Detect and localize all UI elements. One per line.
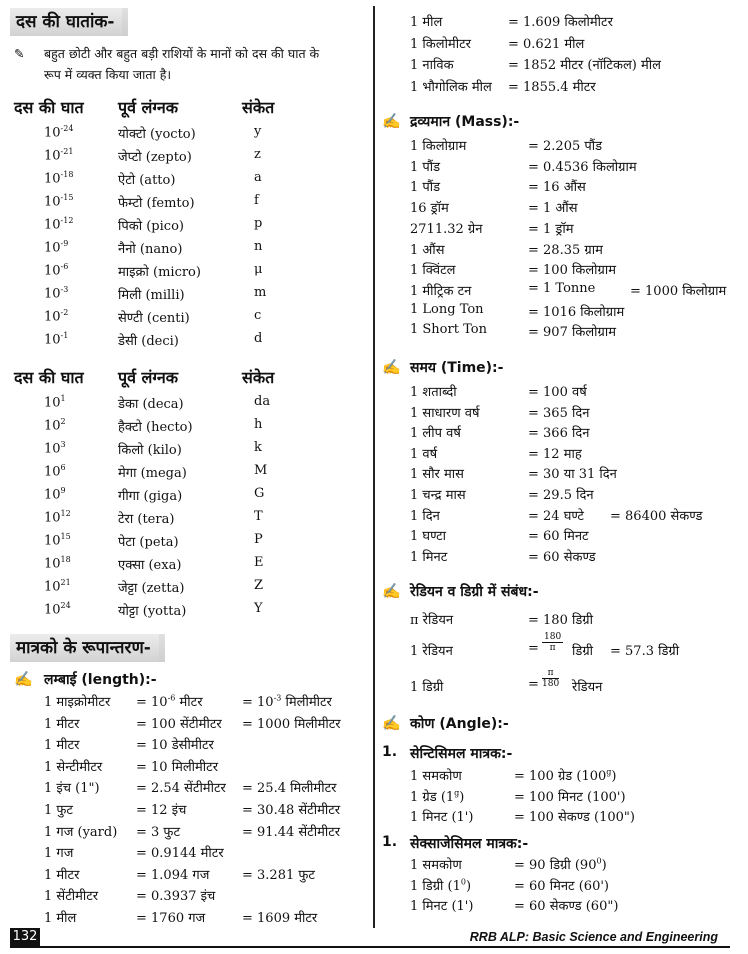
intro-line-2: रूप में व्यक्त किया जाता है। [44,67,172,82]
conversion-row [0,714,370,734]
superscript: 0 [460,877,466,887]
unit-from: 1 शताब्दी [410,385,457,400]
pencil-bullet-icon: ✎ [14,46,25,61]
unit-equals-alt: = 3.281 फुट [242,867,315,883]
prefix-symbol: d [254,331,263,346]
unit-from: 1 Short Ton [410,322,487,338]
prefix-symbol: P [254,532,263,547]
table-row [0,308,360,328]
unit-from: 1 मिनट [410,549,448,565]
prefix-name: माइक्रो (micro) [118,265,201,280]
prefix-name: जेप्टो (zepto) [118,150,192,165]
unit-equals: = 16 औंस [528,180,586,196]
prefix-name: फेम्टो (femto) [118,196,195,211]
unit-equals: = 60 मिनट [528,529,589,545]
unit-equals-alt: = 1609 मीटर [242,911,318,926]
power-of-ten: $10^{24}$ [44,601,71,618]
conversion-row [378,12,746,32]
unit-equals: = 1760 गज [136,911,206,926]
table-row [0,555,360,575]
conversion-row [378,787,746,807]
unit-equals-alt: = 86400 सेकण्ड [610,508,703,524]
unit-equals: = 100 किलोग्राम [528,263,616,279]
prefix-name: ऐटो (atto) [118,173,176,188]
unit-equals: = 1.094 गज [136,867,210,883]
unit-from: 1 सेंटीमीटर [44,889,99,905]
unit-from: 1 नाविक [410,58,454,73]
centesimal-heading: सेन्टिसिमल मात्रक:- [410,746,513,762]
unit-equals: = 30 या 31 दिन [528,467,617,483]
prefix-symbol: a [254,170,262,185]
unit-equals: = 1 औंस [528,201,578,217]
prefix-name: नैनो (nano) [118,242,183,257]
unit-from: 1 समकोण [410,858,462,873]
unit-from: 1 मीटर [44,867,80,883]
superscript: 15 [60,532,71,541]
prefix-symbol: G [254,486,265,501]
prefix-name: हैक्टो (hecto) [118,420,193,435]
unit-from: 1 किलोग्राम [410,139,467,154]
unit-equals: = $10^{-6}$ मीटर [136,693,203,710]
prefix-name: योट्टा (yotta) [118,604,187,619]
unit-equals: = 1.609 किलोमीटर [508,15,613,30]
radian-row-label: 1 रेडियन [410,644,453,659]
superscript: -6 [167,693,176,703]
unit-equals: = 0.9144 मीटर [136,846,224,862]
table-header: संकेत [242,368,275,387]
unit-from: 1 गज [44,846,74,862]
unit-equals: = 100 वर्ष [528,385,587,400]
table-row [0,509,360,529]
power-of-ten: $10^{12}$ [44,509,71,526]
power-of-ten: $10^{-18}$ [44,170,74,187]
conversion-row [0,865,370,885]
power-of-ten: $10^{-24}$ [44,124,74,141]
prefix-symbol: y [254,124,262,139]
unit-equals: = 24 घण्टे [528,508,584,524]
table-header: दस की घात [14,98,84,117]
fraction: $\frac{\pi}{180}$ [542,668,560,689]
unit-from: 1 ग्रेड (1$^g$) [410,788,465,805]
prefix-symbol: n [254,239,263,254]
unit-equals: = 10 डेसीमीटर [136,738,214,754]
hand-icon: ✍ [14,670,33,688]
superscript: 12 [60,509,71,518]
radian-row-value: = 57.3 डिग्री [610,644,680,659]
conversion-row [378,34,746,54]
conversion-row [0,843,370,863]
unit-equals: = 1 ड्रॉम [528,221,574,237]
superscript: -6 [60,262,69,271]
power-of-ten: $10^6$ [44,463,66,480]
superscript: 21 [60,578,71,587]
length-heading: लम्बाई (length):- [44,672,157,688]
angle-heading: कोण (Angle):- [410,716,509,732]
superscript: 24 [60,601,71,610]
conversion-row [378,240,746,260]
conversion-row [378,807,746,827]
radian-row-value: = 180 डिग्री [528,613,593,628]
unit-equals-alt: = 30.48 सेंटीमीटर [242,803,341,818]
unit-equals: = 1852 मीटर (नॉटिकल) मील [508,58,661,73]
superscript: -9 [60,239,69,248]
conversion-row [378,485,746,505]
superscript: g [606,767,612,777]
conversion-row [378,136,746,156]
superscript: -15 [60,193,74,202]
unit-from: 1 किलोमीटर [410,36,471,52]
book-title: RRB ALP: Basic Science and Engineering [469,930,718,944]
unit-from: 1 मील [44,911,77,926]
unit-equals: = 1 Tonne [528,280,596,296]
power-of-ten: $10^{18}$ [44,555,71,572]
table-row [0,486,360,506]
conversion-row [378,382,746,402]
prefix-name: किलो (kilo) [118,443,182,458]
unit-equals-alt: = 1000 मिलीमीटर [242,716,341,732]
intro-line-1: बहुत छोटी और बहुत बड़ी राशियों के मानों को दस की घात के [44,46,320,61]
superscript: -1 [60,331,69,340]
power-of-ten: $10^{-1}$ [44,331,69,348]
superscript: -12 [60,216,74,225]
superscript: 6 [60,463,66,472]
unit-from: 1 डिग्री $(1^0)$ [410,877,472,894]
table-row [0,417,360,437]
table-row [0,285,360,305]
unit-equals: = 29.5 दिन [528,488,594,503]
prefix-symbol: Z [254,578,264,593]
prefix-name: गीगा (giga) [118,489,183,504]
prefix-name: डेसी (deci) [118,334,179,349]
unit-equals: = 90 डिग्री $(90^0)$ [514,856,607,873]
prefix-symbol: k [254,440,262,455]
unit-from: 1 क्विंटल [410,263,456,279]
conversion-row [378,177,746,197]
unit-from: 1 सेन्टीमीटर [44,759,103,775]
page-number: 132 [10,928,40,946]
prefix-symbol: da [254,394,271,409]
sexagesimal-heading: सेक्साजेसिमल मात्रक:- [410,836,529,852]
table-row [0,463,360,483]
conversion-row [378,281,746,301]
prefix-name: टेरा (tera) [118,512,175,527]
conversion-row [0,735,370,755]
time-heading: समय (Time):- [410,360,504,376]
unit-equals: = 1855.4 मीटर [508,79,596,95]
unit-from: 1 मिनट (1') [410,810,474,825]
prefix-symbol: Y [254,601,263,616]
unit-equals: = 365 दिन [528,405,590,421]
unit-equals: = 28.35 ग्राम [528,242,603,258]
prefix-symbol: μ [254,262,263,277]
conversion-row [378,423,746,443]
power-of-ten: $10^2$ [44,417,66,434]
prefix-symbol: c [254,308,262,323]
table-row [0,170,360,190]
superscript: 3 [60,440,66,449]
power-of-ten: $10^{-15}$ [44,193,74,210]
superscript: 9 [60,486,66,495]
superscript: -2 [60,308,69,317]
unit-equals: = 0.4536 किलोग्राम [528,159,637,175]
conversion-row [378,322,746,342]
unit-equals: = 60 मिनट (60') [514,878,609,894]
conversion-row [378,855,746,875]
prefix-symbol: f [254,193,259,208]
unit-equals-alt: = 1000 किलोग्राम [630,283,727,299]
unit-from: 1 दिन [410,508,440,524]
power-of-ten: $10^{15}$ [44,532,71,549]
conversion-row [0,692,370,712]
radian-degree-row: 1 रेडियन = $\frac{180}{\pi}$ डिग्री = 57.3 डिग्री [410,632,680,659]
prefix-name: मिली (milli) [118,288,185,303]
conversion-row [378,547,746,567]
hand-icon: ✍ [382,112,401,130]
unit-from: 2711.32 ग्रेन [410,221,483,237]
table-row [0,331,360,351]
conversion-row [378,506,746,526]
unit-from: 1 मीट्रिक टन [410,283,472,299]
conversion-row [0,757,370,777]
unit-equals: = 0.621 मील [508,36,585,52]
radian-row-label: 1 डिग्री [410,680,444,695]
table-header: दस की घात [14,368,84,387]
superscript: -3 [273,693,282,703]
mass-heading: द्रव्यमान (Mass):- [410,114,520,130]
prefix-symbol: m [254,285,267,300]
table-row [0,193,360,213]
unit-from: 1 फुट [44,803,73,818]
unit-from: 1 पौंड [410,159,441,175]
unit-from: 1 मीटर [44,716,80,732]
power-of-ten: $10^9$ [44,486,66,503]
conversion-row [378,302,746,322]
superscript: -24 [60,124,74,133]
unit-from: 1 मिनट (1') [410,899,474,914]
hand-icon: ✍ [382,582,401,600]
table-row [0,239,360,259]
unit-equals: = 2.205 पौंड [528,139,603,154]
power-of-ten: $10^{-12}$ [44,216,74,233]
unit-equals: = 12 माह [528,446,582,462]
power-of-ten: $10^{-6}$ [44,262,69,279]
unit-from: 1 मील [410,15,443,30]
unit-from: 1 Long Ton [410,301,484,317]
table-row [0,578,360,598]
table-row [0,147,360,167]
conversion-row [0,822,370,842]
conversion-row [378,219,746,239]
power-of-ten: $10^{-3}$ [44,285,69,302]
unit-from: 1 सौर मास [410,467,464,483]
unit-equals: = 100 ग्रेड (100$^g$) [514,767,617,784]
prefix-name: डेका (deca) [118,397,184,412]
unit-from: 1 घण्टा [410,529,447,545]
power-of-ten: $10^{-9}$ [44,239,69,256]
fraction: $\frac{180}{\pi}$ [544,632,562,653]
table-row [0,440,360,460]
unit-from: 1 वर्ष [410,446,438,462]
prefix-name: एक्सा (exa) [118,558,182,573]
unit-equals: = 366 दिन [528,426,590,442]
conversion-row [378,55,746,75]
unit-from: 1 गज (yard) [44,824,118,840]
power-of-ten: $10^{-2}$ [44,308,69,325]
prefix-name: जेट्टा (zetta) [118,581,185,596]
hand-icon: ✍ [382,714,401,732]
superscript: -18 [60,170,74,179]
prefix-name: योक्टो (yocto) [118,127,196,142]
prefix-symbol: p [254,216,263,231]
conversion-row [378,260,746,280]
prefix-symbol: T [254,509,263,524]
conversion-row [378,444,746,464]
prefix-name: पिको (pico) [118,219,184,234]
unit-from: 1 समकोण [410,769,462,784]
conversion-row [378,766,746,786]
unit-equals: = 100 सेंटीमीटर [136,716,222,732]
unit-from: 1 औंस [410,242,445,258]
prefix-symbol: E [254,555,264,570]
prefix-name: पेटा (peta) [118,535,179,550]
conversion-row [0,886,370,906]
power-of-ten: $10^3$ [44,440,66,457]
table-row [0,124,360,144]
unit-equals: = 907 किलोग्राम [528,325,616,341]
unit-equals: = 60 सेकण्ड (60") [514,899,619,914]
table-row [0,601,360,621]
unit-from: 1 इंच (1") [44,781,100,797]
unit-from: 1 लीप वर्ष [410,426,461,442]
superscript: -3 [60,285,69,294]
unit-equals: = 12 इंच [136,803,187,818]
conversion-row [378,526,746,546]
superscript: 1 [60,394,66,403]
footer-rule [10,946,730,948]
table-header: पूर्व लंग्नक [118,98,179,117]
prefix-name: सेण्टी (centi) [118,311,190,326]
superscript: 0 [596,856,602,866]
prefix-symbol: z [254,147,261,162]
table-row [0,216,360,236]
table-header: पूर्व लंग्नक [118,368,179,387]
table-row [0,532,360,552]
conversion-row [0,908,370,928]
unit-from: 1 भौगोलिक मील [410,79,492,95]
powers-heading: दस की घातांक- [10,8,122,36]
unit-equals: = 60 सेकण्ड [528,549,596,565]
conversion-row [378,403,746,423]
unit-from: 16 ड्रॉम [410,201,449,217]
superscript: 18 [60,555,71,564]
conversion-row [0,800,370,820]
unit-equals: = 3 फुट [136,824,181,840]
table-row [0,262,360,282]
conversion-row [378,157,746,177]
unit-equals: = 1016 किलोग्राम [528,304,625,320]
radian-row [410,610,740,628]
unit-from: 1 पौंड [410,180,441,196]
unit-from: 1 मीटर [44,738,80,754]
unit-from: 1 चन्द्र मास [410,488,466,503]
conversion-row [378,77,746,97]
prefix-name: मेगा (mega) [118,466,187,481]
unit-from: 1 माइक्रोमीटर [44,695,111,710]
power-of-ten: $10^1$ [44,394,66,411]
unit-equals-alt: = 25.4 मिलीमीटर [242,781,337,797]
conversion-row [378,876,746,896]
unit-equals: = 2.54 सेंटीमीटर [136,781,226,797]
unit-equals: = 100 मिनट (100') [514,789,626,805]
hand-icon: ✍ [382,358,401,376]
unit-equals: = 0.3937 इंच [136,889,216,905]
prefix-symbol: M [254,463,268,478]
superscript: -21 [60,147,74,156]
table-row [0,394,360,414]
prefix-symbol: h [254,417,263,432]
table-header: संकेत [242,98,275,117]
unit-equals: = 100 सेकण्ड (100") [514,810,635,825]
unit-equals-alt: = 91.44 सेंटीमीटर [242,824,341,840]
radian-row-label: π रेडियन [410,613,454,628]
unit-from: 1 साधारण वर्ष [410,405,480,421]
column-divider [373,6,375,928]
conversion-row [378,464,746,484]
radian-heading: रेडियन व डिग्री में संबंध:- [410,584,539,600]
degree-radian-row: 1 डिग्री = $\frac{\pi}{180}$ रेडियन [410,668,603,695]
unit-equals: = 10 मिलीमीटर [136,759,219,775]
conversion-heading: मात्रको के रूपान्तरण- [10,634,159,662]
superscript: g [454,788,460,798]
power-of-ten: $10^{-21}$ [44,147,74,164]
conversion-row [378,198,746,218]
conversion-row [0,778,370,798]
power-of-ten: $10^{21}$ [44,578,71,595]
superscript: 2 [60,417,66,426]
unit-equals-alt: = $10^{-3}$ मिलीमीटर [242,693,332,710]
conversion-row [378,896,746,916]
